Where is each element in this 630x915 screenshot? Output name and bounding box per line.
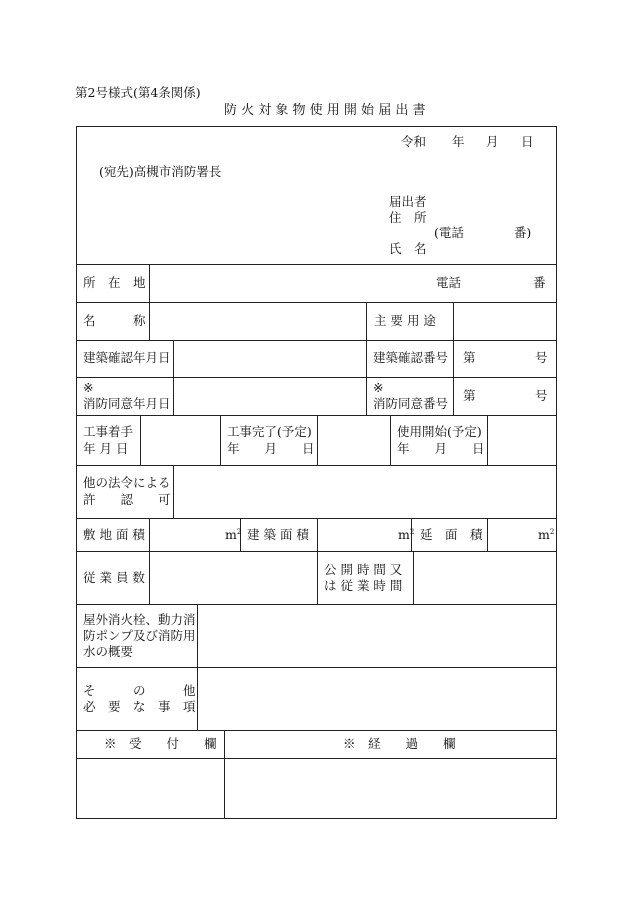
other-items-label-2: 必 要 な 事 項: [83, 699, 196, 714]
divider: [390, 415, 391, 465]
divider: [149, 518, 150, 551]
divider: [149, 551, 150, 604]
divider: [140, 415, 141, 465]
date-era: 令和: [401, 134, 427, 149]
confirm-no-go: 号: [535, 350, 548, 365]
divider: [317, 518, 318, 551]
hydrant-label-3: 水の概要: [83, 644, 134, 659]
form-title: 防 火 対 象 物 使 用 開 始 届 出 書: [224, 103, 426, 118]
divider: [76, 667, 557, 668]
divider: [173, 465, 174, 518]
hydrant-label: 屋外消火栓、動力消: [83, 612, 196, 627]
floor-area-label: 延 面 積: [420, 527, 483, 542]
building-area-label: 建 築 面 積: [247, 527, 309, 542]
confirm-date-label: 建築確認年月日: [83, 350, 171, 365]
site-area-unit: $m^2$: [225, 527, 242, 542]
confirm-no-dai: 第: [463, 350, 476, 365]
divider: [413, 551, 414, 604]
divider: [317, 415, 318, 465]
divider: [173, 340, 174, 415]
form-number: 第2号様式(第4条関係): [75, 85, 201, 100]
divider: [76, 340, 557, 341]
fire-consent-no-go: 号: [535, 388, 548, 403]
addressee: (宛先)高槻市消防署長: [99, 164, 222, 179]
main-use-label: 主 要 用 途: [374, 313, 436, 328]
fire-consent-date-mark: ※: [83, 380, 94, 395]
use-start-label: 使用開始(予定): [397, 424, 482, 439]
divider: [76, 465, 557, 466]
other-law-label-2: 許 認 可: [83, 492, 171, 507]
date-year: 年: [452, 134, 465, 149]
use-start-ymd: 年 月 日: [397, 441, 485, 456]
divider: [453, 302, 454, 415]
construction-start-label-2: 年 月 日: [83, 441, 129, 456]
address-label: 住 所: [389, 210, 427, 225]
divider: [76, 604, 557, 605]
divider: [149, 264, 150, 340]
location-phone-ban: 番: [533, 275, 546, 290]
other-law-label: 他の法令による: [83, 475, 171, 490]
date-month: 月: [486, 134, 499, 149]
divider: [366, 302, 367, 415]
divider: [197, 604, 198, 730]
other-items-label: そ の 他: [83, 683, 196, 698]
progress-label: ※ 経 過 欄: [343, 736, 456, 751]
fire-consent-no-mark: ※: [373, 380, 384, 395]
construction-done-ymd: 年 月 日: [227, 441, 315, 456]
floor-area-unit: $m^2$: [538, 527, 555, 542]
name-label: 氏 名: [389, 241, 427, 256]
fire-consent-no-dai: 第: [463, 388, 476, 403]
divider: [220, 415, 221, 465]
location-label: 所 在 地: [83, 275, 146, 290]
divider: [317, 551, 318, 604]
building-area-unit: $m^2$: [398, 527, 415, 542]
date-day: 日: [521, 134, 534, 149]
applicant-label: 届出者: [389, 194, 427, 209]
divider: [76, 730, 557, 731]
divider: [224, 730, 225, 819]
reception-label: ※ 受 付 欄: [104, 736, 217, 751]
construction-start-label: 工事着手: [83, 424, 134, 439]
site-area-label: 敷 地 面 積: [83, 527, 145, 542]
divider: [76, 758, 557, 759]
divider: [487, 415, 488, 465]
hydrant-label-2: 防ポンプ及び消防用: [83, 628, 196, 643]
fire-consent-date-label: 消防同意年月日: [83, 396, 171, 411]
hours-label: 公 開 時 間 又: [324, 562, 403, 577]
fire-consent-no-label: 消防同意番号: [373, 396, 449, 411]
employees-label: 従 業 員 数: [83, 570, 145, 585]
divider: [76, 377, 557, 378]
building-name-label: 名 称: [83, 313, 146, 328]
divider: [487, 518, 488, 551]
construction-done-label: 工事完了(予定): [227, 424, 312, 439]
confirm-no-label: 建築確認番号: [373, 350, 449, 365]
hours-label-2: は 従 業 時 間: [324, 578, 403, 593]
location-phone: 電話: [436, 275, 462, 290]
applicant-phone: (電話 番): [434, 225, 532, 240]
